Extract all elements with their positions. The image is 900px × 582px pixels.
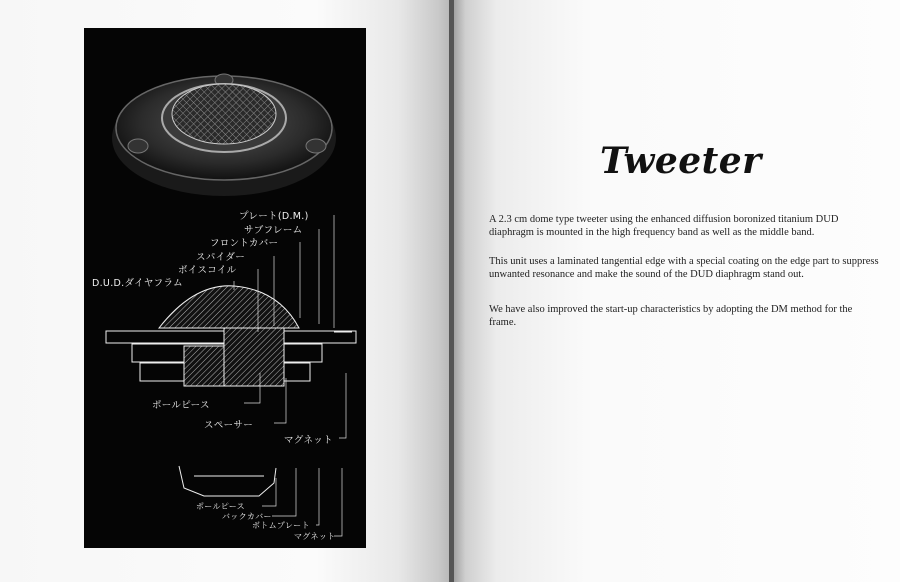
paragraph-1: A 2.3 cm dome type tweeter using the enhanced diffusion boronized titanium DUD diaphragm is mounted in the high frequency band as well as the middle band. <box>489 214 839 238</box>
label-voice-coil: ボイスコイル <box>178 265 237 276</box>
label-lower-magnet: マグネット <box>294 532 336 541</box>
tweeter-photo <box>112 74 336 196</box>
label-lower-bottom-plate: ボトムプレート <box>252 521 310 530</box>
label-subframe: サブフレーム <box>244 225 303 236</box>
label-lower-back-cover: バックカバー <box>222 512 272 521</box>
paragraph-3: We have also improved the start-up characteristics by adopting the DM method for the frame. <box>489 304 853 328</box>
page-title: Tweeter <box>600 140 762 182</box>
label-lower-pole-piece: ポールピース <box>196 502 245 511</box>
label-plate-dm: プレート(D.M.) <box>239 211 309 222</box>
label-spider: スパイダー <box>196 252 246 263</box>
right-page <box>452 0 900 582</box>
book-spine <box>449 0 454 582</box>
tweeter-photo-panel <box>84 28 366 548</box>
label-spacer: スペーサー <box>204 420 254 431</box>
label-magnet: マグネット <box>284 435 333 446</box>
cross-section-diagram <box>106 286 356 496</box>
label-dud-diaphragm: D.U.D.ダイヤフラム <box>92 278 183 289</box>
label-pole-piece: ポールピース <box>152 400 210 411</box>
paragraph-2: This unit uses a laminated tangential edge with a special coating on the edge part to suppress unwanted resonance and make the sound of the DUD diaphragm stand out. <box>489 256 879 280</box>
label-front-cover: フロントカバー <box>210 238 279 249</box>
